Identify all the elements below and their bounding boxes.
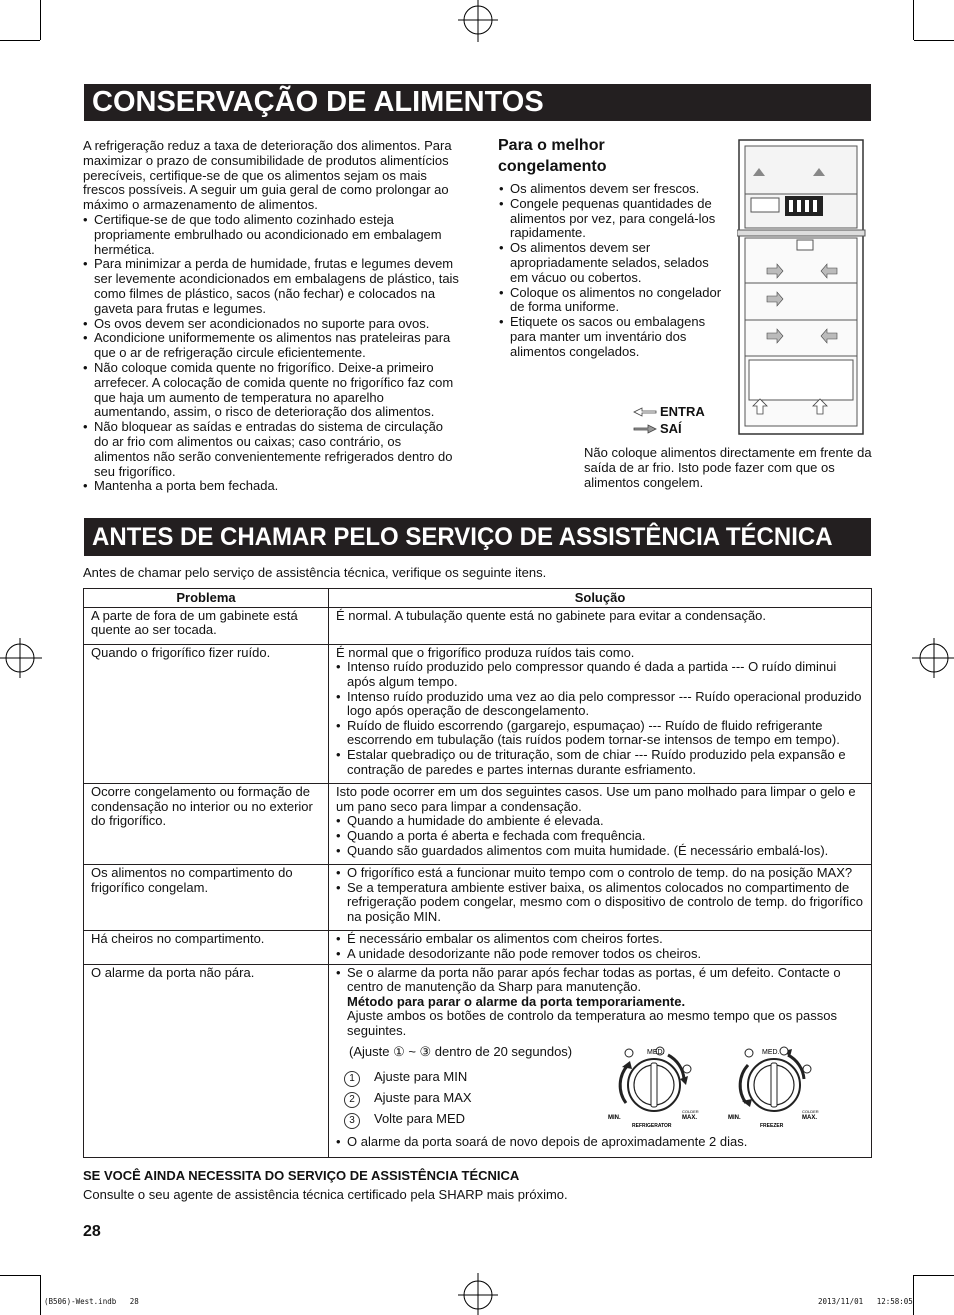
airflow-legend — [632, 403, 705, 437]
solution-cell — [329, 644, 872, 783]
arrow-out-icon — [632, 424, 658, 434]
list-item: • Ruído de fluido escorrendo (gargarejo, espumaçao) --- Ruído de fluido refrigerante escorrendo em tubulação (tais ruídos podem tornar-se intensos de tempo em tempo). — [336, 719, 867, 748]
solution-cell — [329, 964, 872, 1158]
step-number: 3 — [344, 1113, 360, 1129]
section-title-food-storage: CONSERVAÇÃO DE ALIMENTOS — [84, 84, 871, 121]
list-item: • O alarme da porta soará de novo depois de aproximadamente 2 dias. — [336, 1135, 867, 1150]
section-title-service — [84, 518, 871, 556]
step-number: 1 — [344, 1071, 360, 1087]
problem-cell: Os alimentos no compartimento do frigorífico congelam. — [84, 865, 329, 931]
step-text: Ajuste para MAX — [374, 1089, 472, 1105]
solution-lead: Isto pode ocorrer em um dos seguintes casos. Use um pano molhado para limpar o gelo e um pano seco para limpar a condensação. — [336, 784, 856, 814]
freezer-dial-illustration — [726, 1043, 830, 1129]
print-timestamp: 2013/11/01 12:58:05 — [818, 1297, 913, 1306]
service-title-text: ANTES DE CHAMAR PELO SERVIÇO DE ASSISTÊNCIA TÉCNICA — [92, 523, 833, 551]
step-number: 2 — [344, 1092, 360, 1108]
list-item: • Acondicione uniformemente os alimentos nas prateleiras para que o ar de refrigeração circule eficientemente. — [83, 331, 459, 361]
dial-med-label: MED. — [762, 1048, 780, 1056]
list-item: • Etiquete os sacos ou embalagens para manter um inventário dos alimentos congelados. — [499, 315, 724, 359]
list-item: • Quando são guardados alimentos com muita humidade. (É necessário embalá-los). — [336, 844, 867, 859]
arrow-in-icon — [632, 407, 658, 417]
method-title: Método para parar o alarme da porta temporariamente. — [347, 993, 686, 1009]
freeze-list — [499, 182, 724, 360]
list-item: • O frigorífico está a funcionar muito tempo com o controlo de temp. do na posição MAX? — [336, 866, 867, 881]
list-item: • Quando a humidade do ambiente é elevada. — [336, 814, 867, 829]
table-row — [84, 931, 872, 964]
list-item: • Intenso ruído produzido uma vez ao dia pelo compressor --- Ruído operacional produzido logo após operação de descongelamento. — [336, 690, 867, 719]
dial-med-label: MED. — [647, 1048, 665, 1056]
method-text: Ajuste ambos os botões de controlo da temperatura ao mesmo tempo que os passos seguintes. — [347, 1008, 837, 1039]
list-item: • Não coloque comida quente no frigorífico. Deixe-a primeiro arrefecer. A colocação de comida quente no frigorífico faz com que haja um aumento de temperatura no aparelho aumentando, assim, o risco de deterioração dos alimentos. — [83, 361, 459, 420]
step-text: Volte para MED — [374, 1110, 466, 1126]
problem-cell: A parte de fora de um gabinete está quente ao ser tocada. — [84, 607, 329, 644]
dial-min-label: MIN. — [728, 1114, 741, 1121]
solution-cell — [329, 865, 872, 931]
list-item: • Certifique-se de que todo alimento cozinhado esteja propriamente embrulhado ou acondicionado em embalagem hermética. — [83, 213, 459, 257]
table-header-row — [84, 589, 872, 608]
list-item: • A unidade desodorizante não pode remover todos os cheiros. — [336, 947, 867, 962]
troubleshooting-table — [83, 588, 872, 1158]
dial-max-label: MAX. — [682, 1114, 697, 1121]
alarm-item-text: • Se o alarme da porta não parar após fechar todas as portas, é um defeito. Contacte o centro de manutenção da Sharp para manutenção. — [347, 964, 841, 995]
problem-cell: Quando o frigorífico fizer ruído. — [84, 644, 329, 783]
solution-cell — [329, 931, 872, 964]
list-item: • Quando a porta é aberta e fechada com frequência. — [336, 829, 867, 844]
fridge-airflow-illustration — [737, 138, 867, 438]
freeze-heading — [498, 135, 658, 177]
list-item: • Os ovos devem ser acondicionados no suporte para ovos. — [83, 317, 459, 332]
problem-cell: O alarme da porta não pára. — [84, 964, 329, 1158]
list-item: • Mantenha a porta bem fechada. — [83, 479, 459, 494]
problem-cell: Há cheiros no compartimento. — [84, 931, 329, 964]
list-item: • Os alimentos devem ser frescos. — [499, 182, 724, 197]
table-row — [84, 865, 872, 931]
step-text: Ajuste para MIN — [374, 1068, 468, 1084]
steps-list — [344, 1066, 472, 1129]
solution-cell — [329, 784, 872, 865]
solution-lead: É normal. A tubulação quente está no gabinete para evitar a condensação. — [336, 607, 767, 623]
airflow-note: Não coloque alimentos directamente em frente da saída de ar frio. Isto pode fazer com que os alimentos congelem. — [584, 445, 872, 490]
dial-colder-label: COLDER — [682, 1108, 699, 1114]
table-row — [84, 964, 872, 1158]
dial-colder-label: COLDER — [802, 1108, 819, 1114]
legend-out-label: SAÍ — [660, 421, 682, 436]
table-row — [84, 644, 872, 783]
list-item: • Coloque os alimentos no congelador de forma uniforme. — [499, 286, 724, 316]
registration-mark-top — [440, 0, 516, 42]
dial-freezer-label: FREEZER — [760, 1122, 784, 1129]
list-item: • Não bloquear as saídas e entradas do sistema de circulação do ar frio com alimentos ou caixas; caso contrário, os alimentos não serão convenientemente refrigerados dentro do seu frigorífico. — [83, 420, 459, 479]
page-number: 28 — [83, 1223, 101, 1240]
freeze-title: Para o melhor congelamento — [498, 137, 607, 175]
list-item: • Se a temperatura ambiente estiver baixa, os alimentos colocados no compartimento de refrigeração podem congelar, mesmo com o dispositivo de controlo de temp. do frigorífico na posição MIN. — [336, 881, 867, 925]
list-item: • Estalar quebradiço ou de trituração, som de chiar --- Ruído produzido pela expansão e contração de paredes e partes internas durante esfriamento. — [336, 748, 867, 777]
problem-cell: Ocorre congelamento ou formação de condensação no interior ou no exterior do frigorífico. — [84, 784, 329, 865]
list-item: • Congele pequenas quantidades de alimentos por vez, para congelá-los rapidamente. — [499, 197, 724, 241]
list-item: • Para minimizar a perda de humidade, frutas e legumes devem ser levemente acondicionados em embalagens de plástico, tais como filmes de plástico, sacos (não fechar) e colocados na gaveta para frutas e legumes. — [83, 257, 459, 316]
list-item: • Intenso ruído produzido pelo compressor quando é dada a partida --- O ruído diminui após algum tempo. — [336, 660, 867, 689]
footer-heading: SE VOCÊ AINDA NECESSITA DO SERVIÇO DE ASSISTÊNCIA TÉCNICA — [83, 1168, 520, 1183]
food-storage-column — [83, 139, 459, 494]
solution-cell — [329, 607, 872, 644]
step-item — [344, 1087, 472, 1108]
column-header-problem: Problema — [84, 589, 329, 608]
column-header-solution: Solução — [329, 589, 872, 608]
registration-mark-left — [0, 620, 42, 696]
refrigerator-dial-illustration — [606, 1043, 710, 1129]
service-intro: Antes de chamar pelo serviço de assistência técnica, verifique os seguinte itens. — [83, 565, 547, 580]
food-storage-list — [83, 213, 459, 494]
list-item: • Os alimentos devem ser apropriadamente selados, selados em vácuo ou cobertos. — [499, 241, 724, 285]
table-row — [84, 607, 872, 644]
steps-range: (Ajuste ① ~ ③ dentro de 20 segundos) — [349, 1043, 573, 1059]
table-row — [84, 784, 872, 865]
step-item — [344, 1108, 472, 1129]
print-file-slug: (B506)-West.indb 28 — [44, 1297, 139, 1306]
food-storage-intro: A refrigeração reduz a taxa de deterioração dos alimentos. Para maximizar o prazo de consumibilidade de produtos alimentícios perecíveis, certifique-se de que os alimentos sejam os mais frescos possíveis. A seguir um guia geral de como prolongar ao máximo o armazenamento de alimentos. — [83, 138, 452, 213]
registration-mark-bottom — [440, 1273, 516, 1315]
solution-lead: É normal que o frigorífico produza ruídos tais como. — [336, 644, 635, 660]
list-item — [336, 966, 867, 1039]
legend-in-label: ENTRA — [660, 404, 705, 419]
step-item — [344, 1066, 472, 1087]
dial-min-label: MIN. — [608, 1114, 621, 1121]
alarm-steps-block — [336, 1039, 867, 1135]
list-item: • É necessário embalar os alimentos com cheiros fortes. — [336, 932, 867, 947]
dial-max-label: MAX. — [802, 1114, 817, 1121]
registration-mark-right — [912, 620, 954, 696]
dial-refrigerator-label: REFRIGERATOR — [632, 1122, 672, 1129]
footer-text: Consulte o seu agente de assistência técnica certificado pela SHARP mais próximo. — [83, 1187, 568, 1202]
